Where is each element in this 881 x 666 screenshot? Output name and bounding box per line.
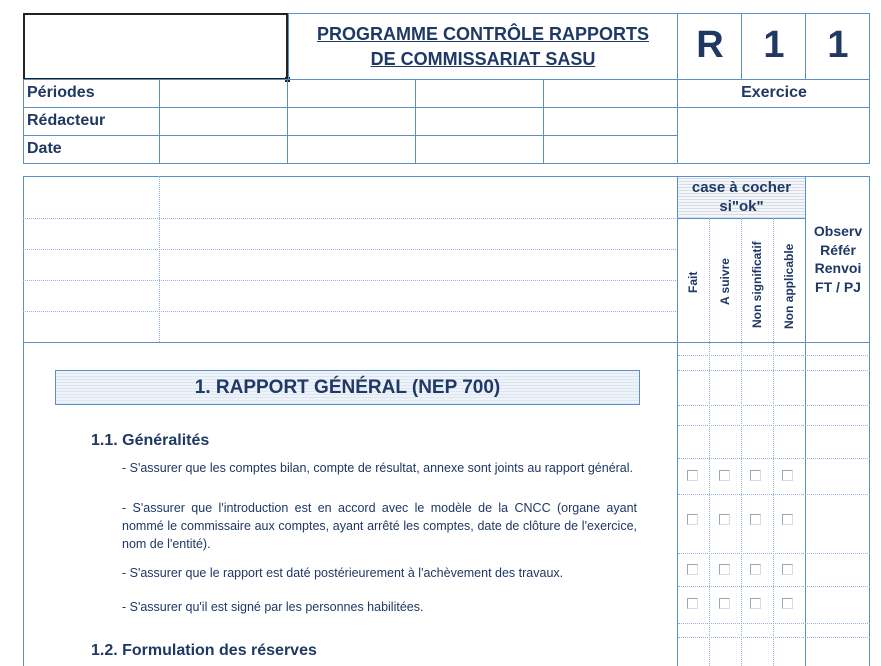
subsection-1-2-title: 1.2. Formulation des réserves [91, 642, 317, 659]
case-a-cocher-label [678, 178, 805, 216]
checkbox-item2-non-significatif[interactable] [750, 514, 761, 525]
code-number-2: 1 [827, 24, 849, 66]
checkbox-item2-a-suivre[interactable] [719, 514, 730, 525]
exercice-label: Exercice [741, 84, 807, 101]
date-cell-1[interactable] [160, 136, 287, 163]
checklist-item-2: - S'assurer que l'introduction est en accord avec le modèle de la CNCC (organe ayant nommé le commissaire aux comptes, ayant arrêté les comptes, date de clôture de l'exercice, nom de l'entité). [122, 501, 637, 551]
checkbox-item1-non-applicable[interactable] [782, 470, 793, 481]
page-title [290, 22, 676, 72]
checkbox-item1-non-significatif[interactable] [750, 470, 761, 481]
observ-line2: Référ [820, 241, 856, 258]
subsection-1-1-title: 1.1. Généralités [91, 432, 210, 449]
checkbox-item3-non-applicable[interactable] [782, 564, 793, 575]
checkbox-item1-fait[interactable] [687, 470, 698, 481]
page-title-line2: DE COMMISSARIAT SASU [370, 49, 596, 69]
date-label: Date [27, 140, 62, 157]
periodes-cell-1[interactable] [160, 80, 287, 107]
case-a-cocher-line1: case à cocher [691, 179, 792, 196]
case-a-cocher-line2: si"ok" [719, 198, 764, 215]
checkbox-item4-non-significatif[interactable] [750, 598, 761, 609]
code-number-1: 1 [763, 24, 785, 66]
checklist-item-3: - S'assurer que le rapport est daté postérieurement à l'achèvement des travaux. [122, 566, 564, 580]
observ-header [806, 222, 870, 296]
checklist-item-4: - S'assurer qu'il est signé par les personnes habilitées. [122, 600, 424, 614]
periodes-label: Périodes [27, 84, 95, 101]
checkbox-item4-a-suivre[interactable] [719, 598, 730, 609]
observ-line3: Renvoi [814, 260, 862, 276]
logo-cell[interactable] [23, 13, 288, 80]
checkbox-item3-non-significatif[interactable] [750, 564, 761, 575]
checkbox-item3-a-suivre[interactable] [719, 564, 730, 575]
observ-line1: Observ [813, 223, 863, 239]
column-non-applicable: Non applicable [782, 243, 796, 329]
column-fait: Fait [686, 271, 700, 293]
checkbox-item1-a-suivre[interactable] [719, 470, 730, 481]
checklist-item-1: - S'assurer que les comptes bilan, compte de résultat, annexe sont joints au rapport général. [122, 461, 634, 475]
code-letter: R [696, 24, 724, 66]
redacteur-label: Rédacteur [27, 112, 106, 129]
exercice-cell[interactable] [678, 108, 870, 163]
column-a-suivre: A suivre [718, 258, 732, 305]
redacteur-cell-1[interactable] [160, 108, 287, 135]
checkbox-item3-fait[interactable] [687, 564, 698, 575]
section-title: 1. RAPPORT GÉNÉRAL (NEP 700) [55, 370, 640, 405]
observ-line4: FT / PJ [815, 278, 861, 295]
checkbox-item4-fait[interactable] [687, 598, 698, 609]
checkbox-item4-non-applicable[interactable] [782, 598, 793, 609]
checkbox-item2-non-applicable[interactable] [782, 514, 793, 525]
column-non-significatif: Non significatif [750, 241, 764, 328]
page-title-line1: PROGRAMME CONTRÔLE RAPPORTS [316, 24, 649, 44]
checkbox-item2-fait[interactable] [687, 514, 698, 525]
